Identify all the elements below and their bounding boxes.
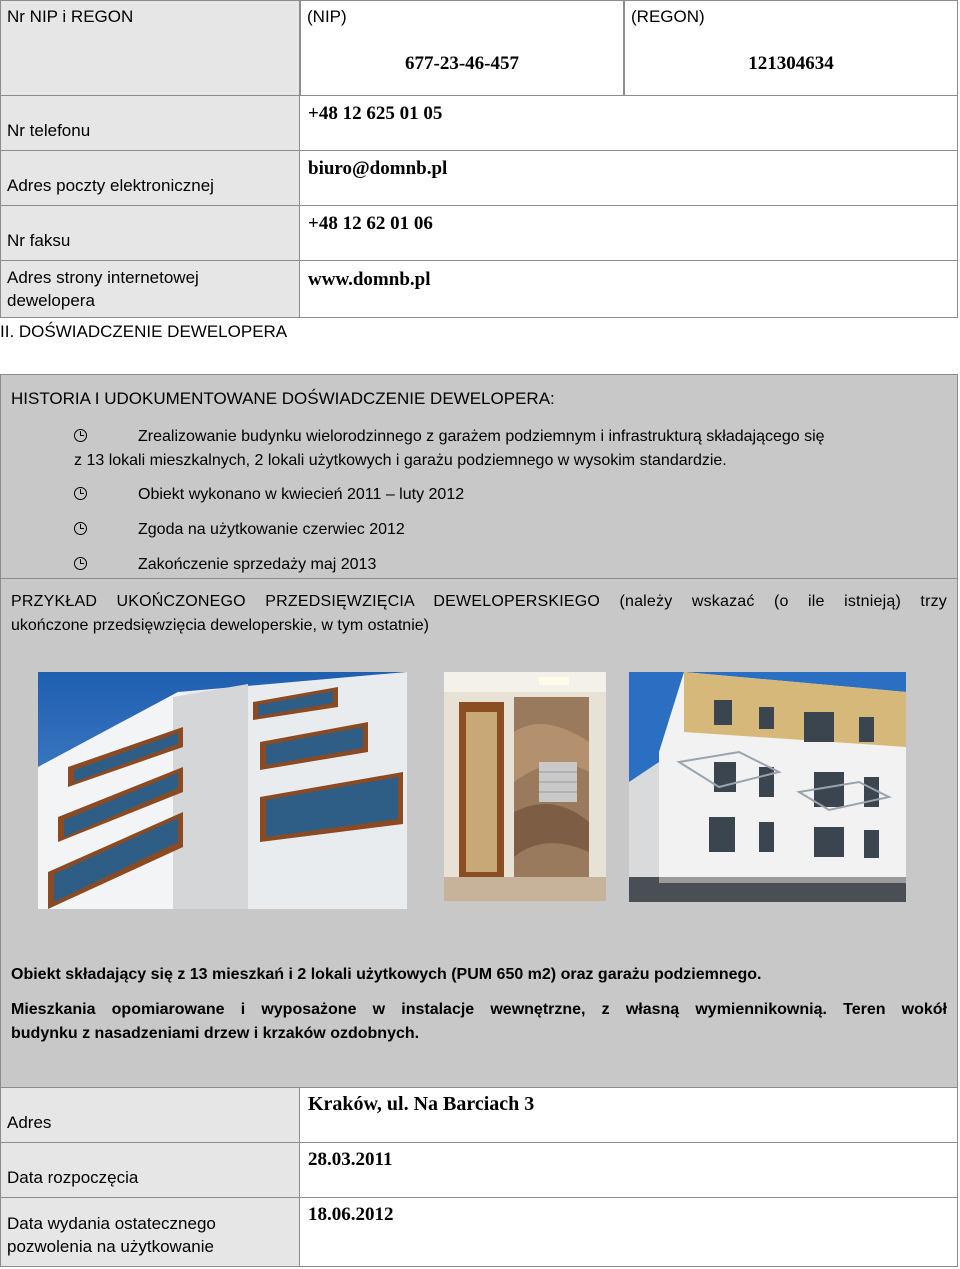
phone-value-cell bbox=[299, 95, 958, 151]
project-permit-label-line1: Data wydania ostatecznego bbox=[7, 1214, 216, 1233]
example-description-2-line2: budynku z nasadzeniami drzew i krzaków ozdobnych. bbox=[11, 1025, 420, 1042]
regon-cell bbox=[624, 0, 958, 96]
project-start-cell bbox=[299, 1142, 958, 1198]
website-label-line1: Adres strony internetowej bbox=[7, 268, 199, 287]
project-start-label bbox=[0, 1142, 300, 1198]
project-address-label bbox=[0, 1087, 300, 1143]
history-bullet-1-line2: z 13 lokali mieszkalnych, 2 lokali użytkowych i garażu podziemnego w wysokim standardzie. bbox=[74, 452, 727, 469]
example-heading-line2: ukończone przedsięwzięcia deweloperskie, w tym ostatnie) bbox=[11, 617, 429, 634]
nip-cell bbox=[300, 0, 624, 96]
history-bullet-1-line1: Zrealizowanie budynku wielorodzinnego z garażem podziemnym i infrastrukturą składającego się bbox=[138, 428, 825, 445]
history-bullet-4 bbox=[1, 553, 957, 577]
history-bullet-3 bbox=[1, 518, 957, 542]
email-label bbox=[0, 150, 300, 206]
project-start-label-text: Data rozpoczęcia bbox=[7, 1168, 139, 1187]
fax-value-cell bbox=[299, 205, 958, 261]
email-label-text: Adres poczty elektronicznej bbox=[7, 176, 214, 195]
phone-label bbox=[0, 95, 300, 151]
email-value: biuro@domnb.pl bbox=[308, 158, 448, 179]
example-panel bbox=[0, 578, 958, 1088]
interior-hall-image bbox=[444, 672, 606, 901]
apartment-building-image bbox=[629, 672, 906, 902]
website-value: www.domnb.pl bbox=[308, 269, 431, 290]
project-address-label-text: Adres bbox=[7, 1113, 52, 1132]
clock-icon bbox=[74, 429, 87, 442]
history-bullet-4-text: Zakończenie sprzedaży maj 2013 bbox=[138, 556, 377, 573]
building-facade-image bbox=[38, 672, 407, 909]
history-bullet-2-text: Obiekt wykonano w kwiecień 2011 – luty 2012 bbox=[138, 486, 465, 503]
project-address-value: Kraków, ul. Na Barciach 3 bbox=[308, 1093, 535, 1115]
history-bullet-2 bbox=[1, 483, 957, 507]
nip-regon-label-cell bbox=[0, 0, 300, 96]
regon-label: (REGON) bbox=[631, 7, 705, 26]
example-description-2-line1: Mieszkania opomiarowane i wyposażone w instalacje wewnętrzne, z własną wymiennikownią. Teren wokół bbox=[11, 1001, 947, 1018]
example-heading-line1: PRZYKŁAD UKOŃCZONEGO PRZEDSIĘWZIĘCIA DEWELOPERSKIEGO (należy wskazać (o ile istnieją) trzy bbox=[11, 593, 947, 610]
regon-value: 121304634 bbox=[748, 53, 834, 74]
nip-label: (NIP) bbox=[307, 7, 347, 26]
website-label bbox=[0, 260, 300, 318]
nip-regon-label: Nr NIP i REGON bbox=[7, 7, 134, 26]
project-address-cell bbox=[299, 1087, 958, 1143]
history-bullet-3-text: Zgoda na użytkowanie czerwiec 2012 bbox=[138, 521, 405, 538]
building-facade-photo bbox=[38, 672, 407, 909]
project-start-value: 28.03.2011 bbox=[308, 1149, 393, 1170]
phone-label-text: Nr telefonu bbox=[7, 121, 91, 140]
email-value-cell bbox=[299, 150, 958, 206]
history-panel bbox=[0, 374, 958, 579]
apartment-building-photo bbox=[629, 672, 906, 902]
fax-value: +48 12 62 01 06 bbox=[308, 213, 433, 234]
phone-value: +48 12 625 01 05 bbox=[308, 103, 443, 124]
history-heading: HISTORIA I UDOKUMENTOWANE DOŚWIADCZENIE DEWELOPERA: bbox=[11, 389, 555, 408]
clock-icon bbox=[74, 487, 87, 500]
clock-icon bbox=[74, 557, 87, 570]
project-permit-label bbox=[0, 1197, 300, 1267]
example-description-1: Obiekt składający się z 13 mieszkań i 2 lokali użytkowych (PUM 650 m2) oraz garażu podziemnego. bbox=[11, 966, 762, 983]
project-permit-label-line2: pozwolenia na użytkowanie bbox=[7, 1237, 214, 1256]
interior-hall-photo bbox=[444, 672, 606, 901]
website-value-cell bbox=[299, 260, 958, 318]
fax-label-text: Nr faksu bbox=[7, 231, 71, 250]
project-permit-cell bbox=[299, 1197, 958, 1267]
clock-icon bbox=[74, 522, 87, 535]
nip-value: 677-23-46-457 bbox=[405, 53, 519, 74]
fax-label bbox=[0, 205, 300, 261]
website-label-line2: dewelopera bbox=[7, 291, 95, 310]
section-title: II. DOŚWIADCZENIE DEWELOPERA bbox=[0, 322, 288, 341]
history-bullet-1 bbox=[1, 425, 957, 473]
project-permit-value: 18.06.2012 bbox=[308, 1204, 394, 1225]
